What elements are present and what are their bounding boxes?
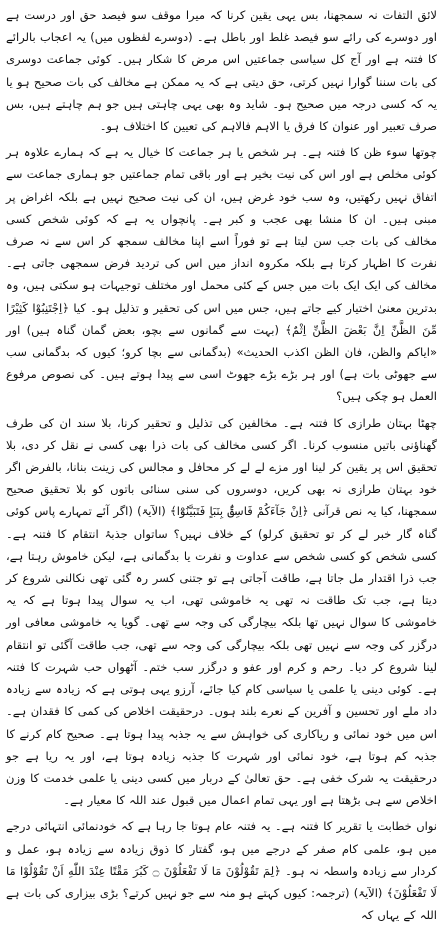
paragraph-su-e-zann: چوتھا سوء ظن کا فتنہ ہے۔ ہر شخص یا ہر جماعت کا خیال یہ ہے کہ ہمارے علاوہ ہر کوئی مخلص ہے اور اس کی نیت بخیر ہے اور باقی تمام جماعتیں جو ہماری جماعت سے اتفاق نہیں رکھتیں، وہ سب خود غرض ہیں، ان کی نیت صحیح نہیں ہے بلکہ اغراض پر مبنی ہیں۔ ان کا منشا بھی عجب و کبر ہے۔ پانچواں یہ ہے کہ کوئی شخص کسی مخالف کی بات جب سن لیتا ہے تو فوراً اسے اپنا مخالف سمجھ کر اس سے نہ صرف نفرت کا اظہار کرتا ہے بلکہ مکروہ انداز میں اس کی تردید فرض سمجھی جاتی ہے۔ مخالف کی ایک ایک بات میں جس کے کئی محمل اور مختلف توجیہات ہو سکتی ہیں، وہ بدترین معنیٰ اختیار کیے جاتے ہیں، جس میں اس کی تحقیر و تذلیل ہو۔ کیا ﴿اِجْتَنِبُوْا كَثِيْرًا مِّنَ الظَّنِّ اِنَّ بَعْضَ الظَّنِّ اِثْمٌ﴾ (بہت سے گمانوں سے بچو، بعض گمان گناہ ہیں) اور «ایاکم والظن، فان الظن اکذب الحدیث» (بدگمانی سے بچا کرو؛ کیوں کہ بدگمانی سب سے جھوٹی بات ہے) اور ہر بڑے بڑے جھوٹ اسی سے پیدا ہوتے ہیں۔ کی نصوص مرفوع العمل ہو چکی ہیں؟ (6, 145, 437, 404)
paragraph-buhtan-intiqam-shohrat: چھٹا بہتان طرازی کا فتنہ ہے۔ مخالفین کی تذلیل و تحقیر کرنا، بلا سند ان کی طرف گھناؤنی باتیں منسوب کرنا۔ اگر کسی مخالف کی بات ذرا بھی کسی نے نقل کر دی، بلا تحقیق اس پر یقین کر لینا اور مزے لے لے کر محافل و مجالس کی زینت بنانا، بالفرض اگر خود بہتان طرازی نہ بھی کریں، دوسروں کی سنی سنائی باتوں کو بلا تحقیق صحیح سمجھنا، کیا یہ نص قرآنی ﴿اِنْ جَآءَكُمْ فَاسِقٌۢ بِنَبَاٍ فَتَبَيَّنُوْٓا﴾ (الآیۃ) (اگر آئے تمہارے پاس کوئی گناہ گار خبر لے کر تو تحقیق کرلو) کے خلاف نہیں؟ ساتواں جذبۂ انتقام کا فتنہ ہے۔ کسی شخص کو کسی شخص سے عداوت و نفرت یا بدگمانی ہے، لیکن خاموش رہتا ہے، جب ذرا اقتدار مل جاتا ہے، طاقت آجاتی ہے تو جتنی کسر رہ گئی تھی نکالنی شروع کر دیتا ہے، جب تک طاقت نہ تھی یہ خاموشی تھی، اب یہ سوال پیدا ہوتا ہے کہ یہ خاموشی کا سوال نہیں تھا بلکہ بیچارگی کی وجہ سے تھی۔ گویا یہ خاموشی معافی اور درگزر کی وجہ سے نہیں تھی بلکہ بیچارگی کی وجہ سے تھی، جب طاقت آگئی تو انتقام لینا شروع کر دیا۔ رحم و کرم اور عفو و درگزر سب ختم۔ آٹھواں حب شہرت کا فتنہ ہے۔ کوئی دینی یا علمی یا سیاسی کام کیا جائے، آرزو یہی ہوتی ہے کہ زیادہ سے زیادہ داد ملے اور تحسین و آفرین کے نعرے بلند ہوں۔ درحقیقت اخلاص کی کمی کا فقدان ہے۔ اس میں خود نمائی و ریاکاری کی خواہش سے یہ جذبہ پیدا ہوتا ہے۔ صحیح کام کرنے کا جذبہ کم ہوتا ہے، خود نمائی اور شہرت کا جذبہ زیادہ ہوتا ہے، اور یہ ریا ہے جو درحقیقت یہ شرک خفی ہے۔ حق تعالیٰ کے دربار میں کسی دینی یا علمی خدمت کا وزن اخلاص سے ہی بڑھتا ہے اور یہی تمام اعمال میں قبول عند اللہ کا معیار ہے۔ (6, 415, 437, 808)
paragraph-ijab-bir-rai: لائق التفات نہ سمجھنا، بس یہی یقین کرنا کہ میرا موقف سو فیصد حق اور درست ہے اور دوسرے کی رائے سو فیصد غلط اور باطل ہے۔ (دوسرے لفظوں میں) یہ اعجاب بالرائے کا فتنہ ہے اور آج کل سیاسی جماعتیں اس مرض کا شکار ہیں۔ کوئی جماعت دوسری کی بات سننا گوارا نہیں کرتی، حق دیتی ہے کہ یہ ممکن ہے مخالف کی بات صحیح ہو یا یہ کہ کسی درجہ میں صحیح ہو۔ شاید وہ بھی یہی چاہتی ہیں جو ہم چاہتے ہیں، بس صرف تعبیر اور عنوان کا فرق یا الاہم فالاہم کی تعیین کا اختلاف ہو۔ (6, 8, 437, 134)
paragraph-khitabat: نواں خطابت یا تقریر کا فتنہ ہے۔ یہ فتنہ عام ہوتا جا رہا ہے کہ خودنمائی انتہائی درجے میں ہو، علمی کام صفر کے درجے میں ہو، گفتار کا ذوق زیادہ سے زیادہ ہو، عمل و کردار سے زیادہ واسطہ نہ ہو۔ ﴿لِمَ تَقُوْلُوْنَ مَا لَا تَفْعَلُوْنَ ۝ كَبُرَ مَقْتًا عِنْدَ اللّٰهِ اَنْ تَقُوْلُوْا مَا لَا تَفْعَلُوْنَ﴾ (الآیۃ) (ترجمہ: کیوں کہتے ہو منہ سے جو نہیں کرتے؟ بڑی بیزاری کی بات ہے اللہ کے یہاں کہ (6, 819, 438, 923)
